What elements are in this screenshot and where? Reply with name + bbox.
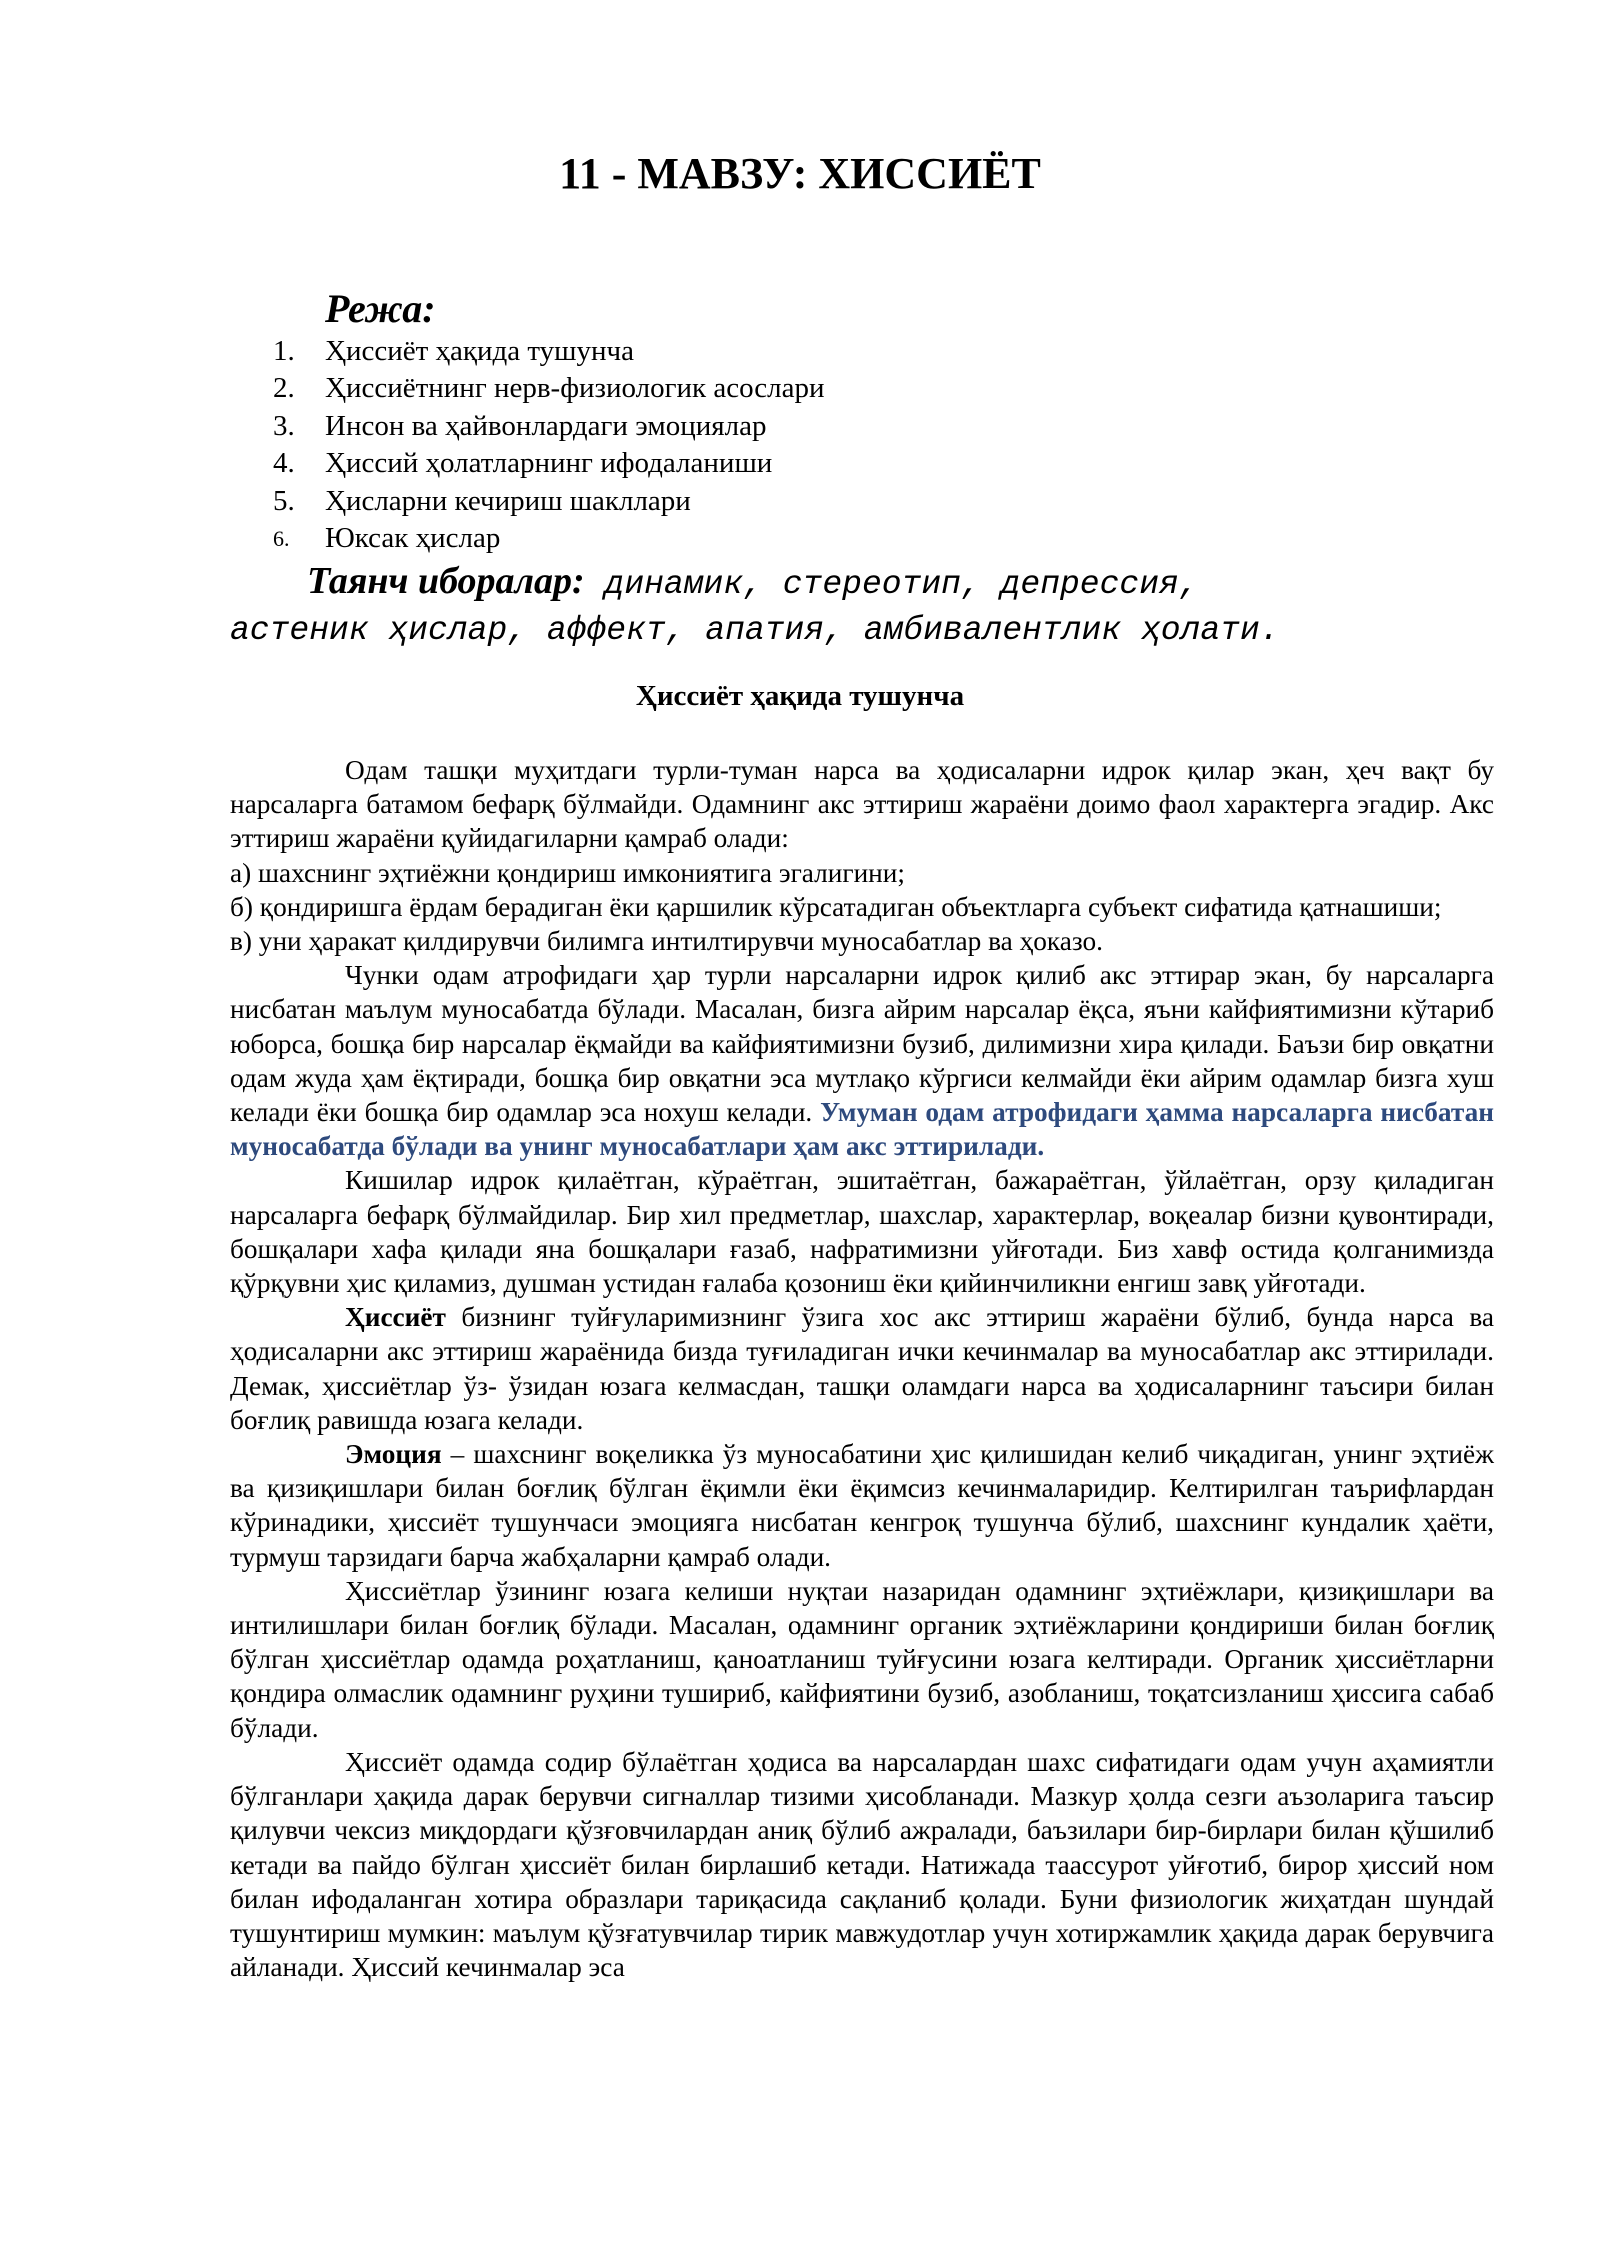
plan-item [273, 520, 825, 557]
keywords-label: Таянч иборалар: [307, 560, 585, 602]
paragraph [230, 1300, 1494, 1437]
term-emotsiya: Эмоция [345, 1439, 442, 1470]
body-text [230, 753, 1494, 1984]
plan-list [273, 333, 825, 557]
paragraph: Одам ташқи муҳитдаги турли-туман нарса ва ҳодисаларни идрок қилар экан, ҳеч вақт бу нарсаларга батамом бефарқ бўлмайди. Одамнинг акс эттириш жараёни доимо фаол характерга эгадир. Акс эттириш жараёни қуйидагиларни қамраб олади: [230, 755, 1494, 854]
plan-item-number: 5. [273, 484, 295, 517]
plan-item-text: Инсон ва ҳайвонлардаги эмоциялар [325, 409, 767, 442]
paragraph: Кишилар идрок қилаётган, кўраётган, эшитаётган, бажараётган, ўйлаётган, орзу қиладиган нарсаларга бефарқ бўлмайдилар. Бир хил предметлар, шахслар, характерлар, воқеалар бизни қувонтиради, бошқалари хафа қилади яна бошқалари ғазаб, нафратимизни уйғотади. Биз хавф остида қолганимизда қўрқувни ҳис қиламиз, душман устидан ғалаба қозониш ёки қийинчиликни енгиш завқ уйғотади. [230, 1165, 1494, 1299]
plan-item-text: Юксак ҳислар [325, 521, 501, 554]
plan-item-text: Ҳиссиётнинг нерв-физиологик асослари [325, 372, 825, 405]
paragraph-text: Чунки одам атрофидаги ҳар турли нарсаларни идрок қилиб акс эттирар экан, бу нарсаларга нисбатан маълум муносабатда бўлади. Масалан, бизга айрим нарсалар ёқса, яъни кайфиятимизни кўтариб юборса, бошқа бир нарсалар ёқмайди ва кайфиятимизни бузиб, дилимизни хира қилади. Баъзи бир овқатни одам жуда ҳам ёқтиради, бошқа бир овқатни эса мутлақо кўргиси келмайди ёки айрим одамлар бизга хуш келади ёки бошқа бир одамлар эса нохуш келади. [230, 960, 1494, 1128]
keywords-list: динамик, стереотип, депрессия, [584, 566, 1199, 603]
keywords-block [230, 558, 1490, 654]
paragraph: б) қондиришга ёрдам берадиган ёки қаршилик кўрсатадиган объектларга субъект сифатида қатнашиши; [230, 891, 1442, 922]
paragraph-text: – шахснинг воқеликка ўз муносабатини ҳис қилишидан келиб чиқадиган, унинг эҳтиёж ва қизиқишлари билан боғлиқ бўлган ёқимли ёки ёқимсиз кечинмаларидир. Келтирилган таърифлардан кўринадики, ҳиссиёт тушунчаси эмоцияга нисбатан кенгроқ тушунча бўлиб, шахснинг кундалик ҳаёти, турмуш тарзидаги барча жабҳаларни қамраб олади. [230, 1439, 1494, 1572]
plan-item [273, 445, 825, 482]
paragraph: а) шахснинг эҳтиёжни қондириш имкониятига эгалигини; [230, 857, 905, 888]
paragraph [230, 1437, 1494, 1574]
plan-item-text: Ҳиссиёт ҳақида тушунча [325, 335, 634, 367]
section-heading: Ҳиссиёт ҳақида тушунча [635, 680, 965, 712]
highlighted-statement: Умуман одам атрофидаги ҳамма нарсаларга нисбатан муносабатда бўлади ва унинг муносабатлари ҳам акс эттирилади. [230, 1097, 1494, 1162]
keywords-line [230, 558, 1490, 608]
plan-item-text: Ҳисларни кечириш шакллари [325, 484, 691, 517]
plan-item-number: 1. [273, 335, 295, 367]
plan-item [273, 370, 825, 407]
plan-heading: Режа: [325, 286, 436, 331]
paragraph [230, 958, 1494, 1163]
plan-item-number: 3. [273, 409, 295, 442]
paragraph-text: бизнинг туйғуларимизнинг ўзига хос акс эттириш жараёни бўлиб, бунда нарса ва ҳодисаларни акс эттириш жараёнида бизда туғиладиган ички кечинмалар ва муносабатлар акс эттирилади. Демак, ҳиссиётлар ўз- ўзидан юзага келмасдан, ташқи оламдаги нарса ва ҳодисаларнинг таъсири билан боғлиқ равишда юзага келади. [230, 1302, 1494, 1435]
plan-item-number: 6. [273, 525, 290, 551]
plan-item [273, 408, 825, 445]
plan-item-number: 4. [273, 447, 295, 480]
term-hissiyot: Ҳиссиёт [345, 1302, 446, 1333]
paragraph: в) уни ҳаракат қилдирувчи билимга интилтирувчи муносабатлар ва ҳоказо. [230, 926, 1103, 957]
page-title: 11 - МАВЗУ: ХИССИЁТ [559, 149, 1041, 198]
plan-item-number: 2. [273, 372, 295, 405]
plan-item [273, 483, 825, 520]
paragraph: Ҳиссиёт одамда содир бўлаётган ҳодиса ва нарсалардан шахс сифатидаги одам учун аҳамиятли бўлганлари ҳақида дарак берувчи сигналлар тизими ҳисобланади. Мазкур ҳолда сезги аъзоларига таъсир қилувчи чексиз миқдордаги қўзғовчилардан аниқ бўлиб ажралади, баъзилари бир-бирлари билан қўшилиб кетади ва пайдо бўлган ҳиссиёт билан бирлашиб кетади. Натижада таассурот уйғотиб, бирор ҳиссий ном билан ифодаланган хотира образлари тариқасида сақланиб қолади. Буни физиологик жиҳатдан шундай тушунтириш мумкин: маълум қўзғатувчилар тирик мавжудотлар учун хотиржамлик ҳақида дарак берувчига айланади. Ҳиссий кечинмалар эса [230, 1746, 1494, 1983]
paragraph: Ҳиссиётлар ўзининг юзага келиши нуқтаи назаридан одамнинг эҳтиёжлари, қизиқишлари ва интилишлари билан боғлиқ бўлади. Масалан, одамнинг органик эҳтиёжларини қондириши билан боғлиқ бўлган ҳиссиётлар одамда роҳатланиш, қаноатланиш туйғусини юзага келтиради. Органик ҳиссиётларни қондира олмаслик одамнинг руҳини тушириб, кайфиятини бузиб, азобланиш, тоқатсизланиш ҳиссига сабаб бўлади. [230, 1575, 1494, 1743]
plan-item [273, 333, 825, 370]
keywords-list-continued: астеник ҳислар, аффект, апатия, амбивалентлик ҳолати. [230, 612, 1280, 649]
plan-item-text: Ҳиссий ҳолатларнинг ифодаланиши [325, 447, 773, 480]
